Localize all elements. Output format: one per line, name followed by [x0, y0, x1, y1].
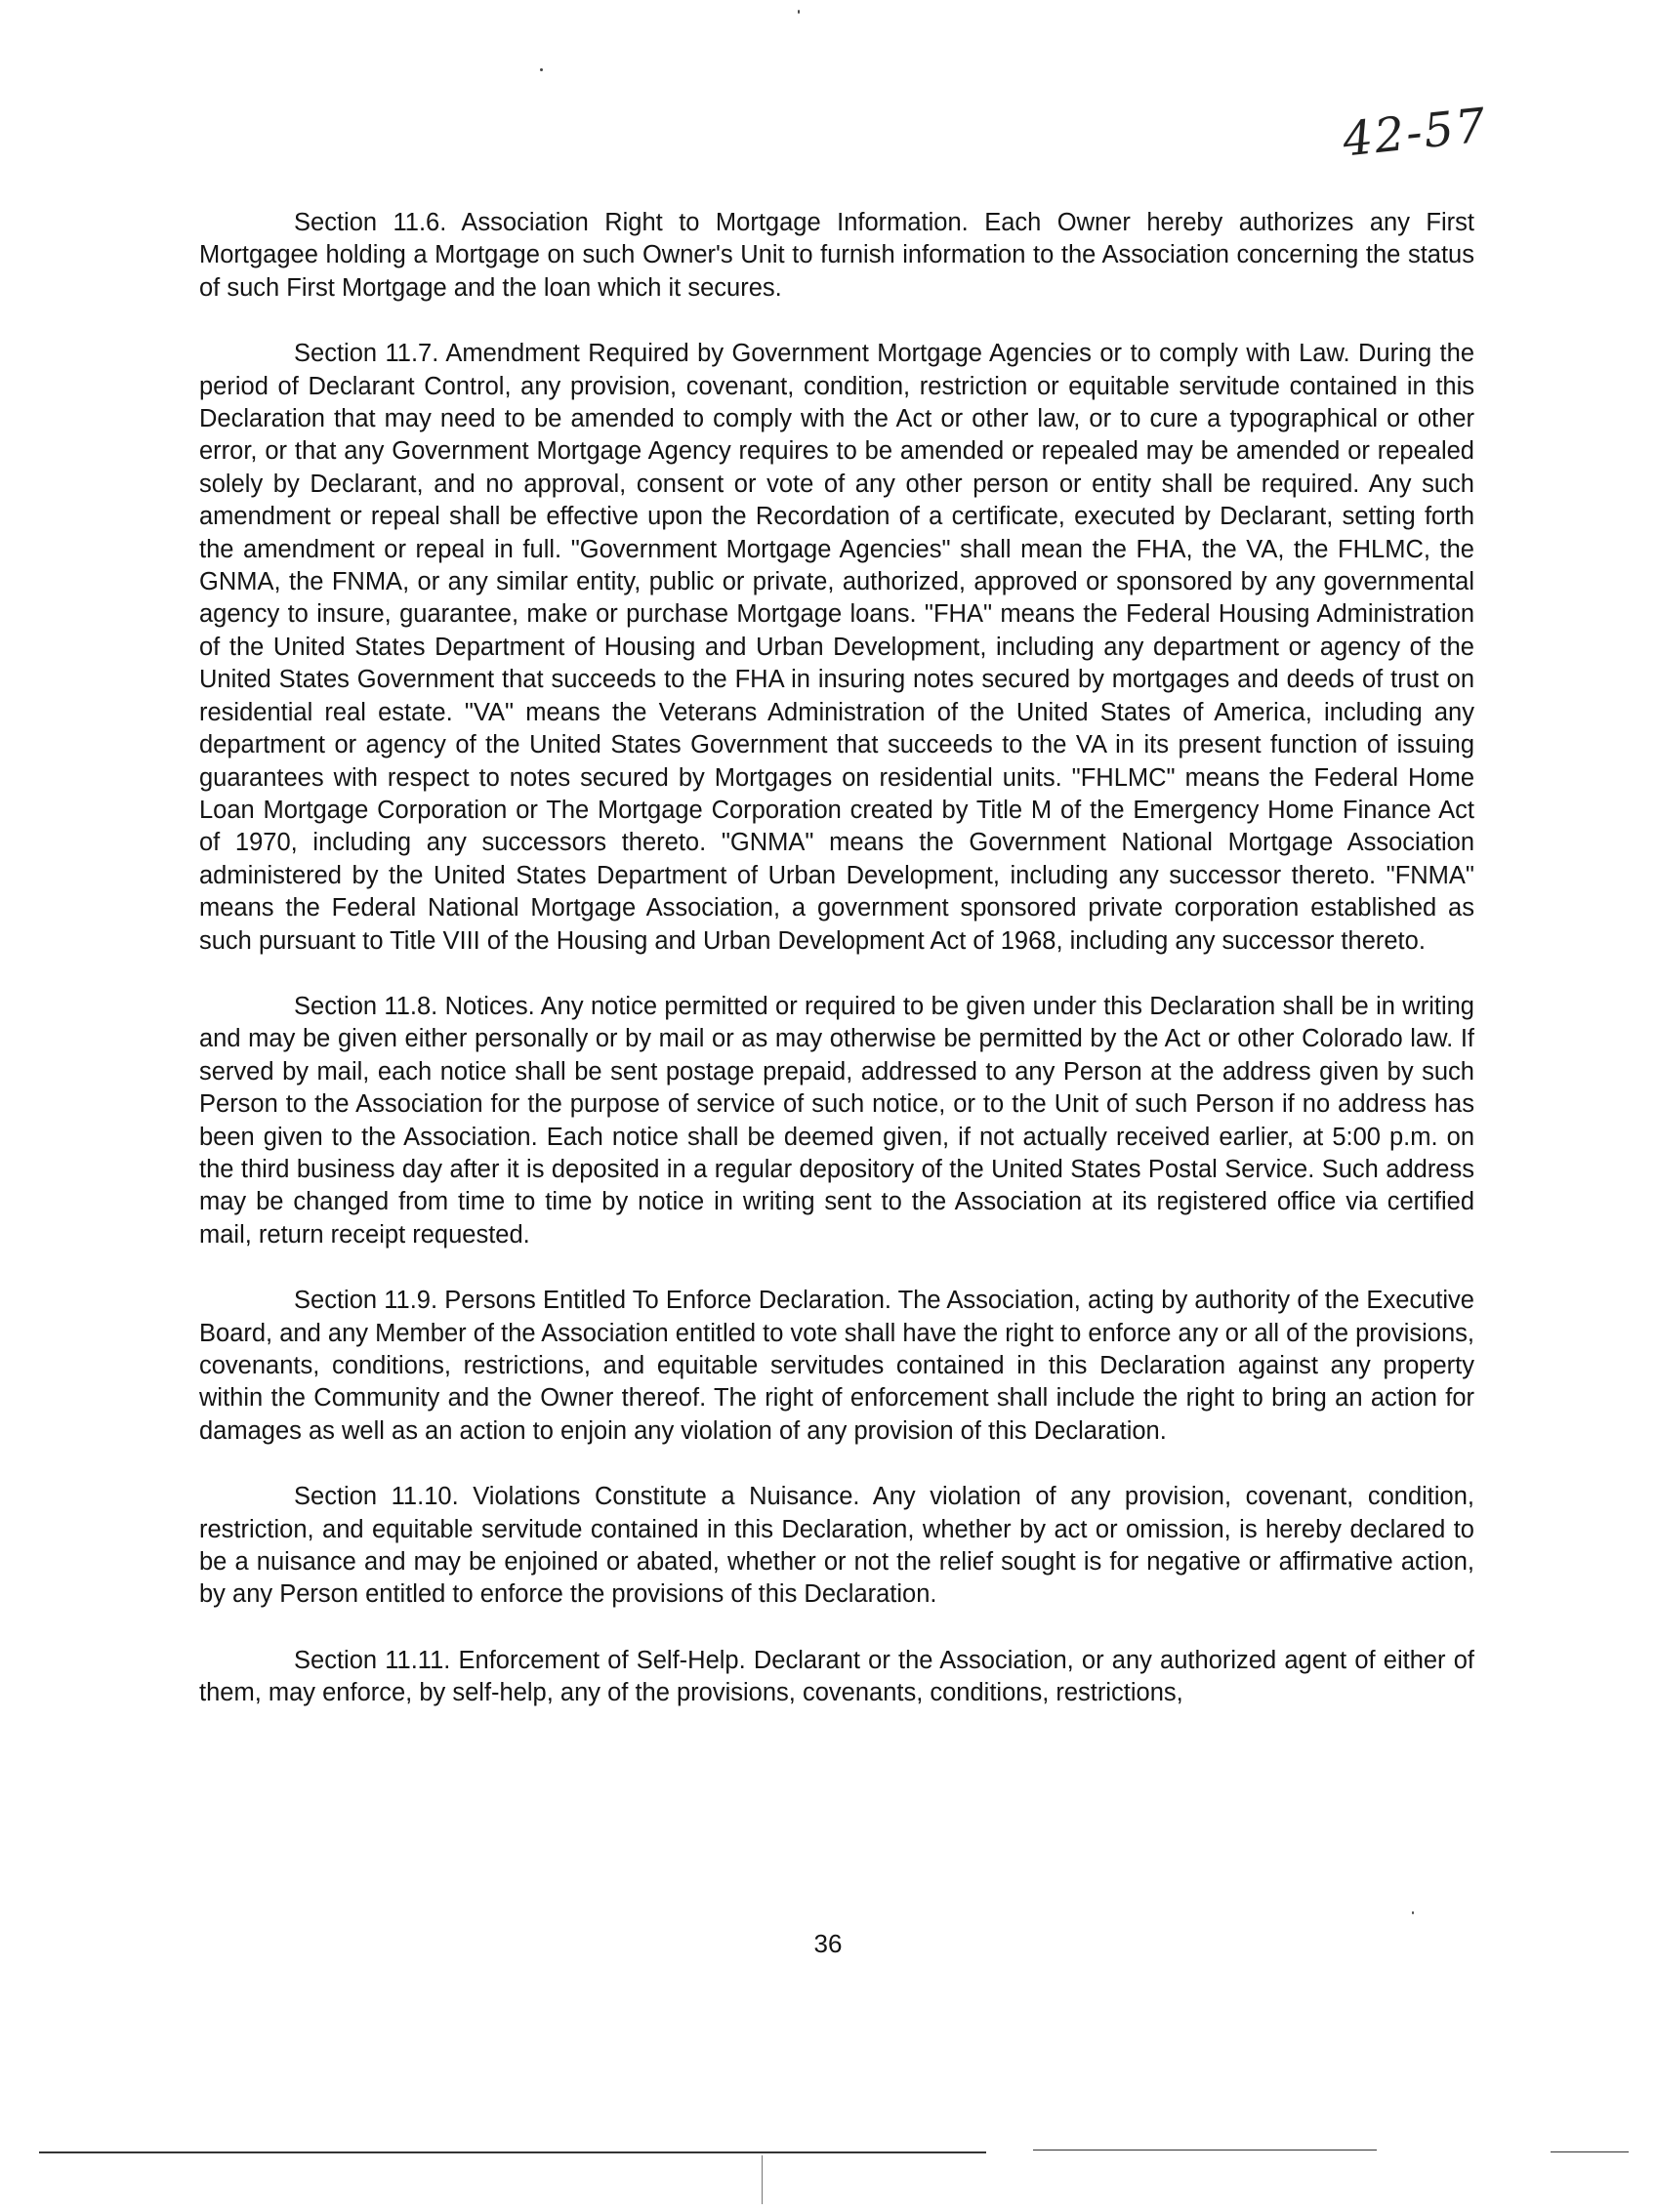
scan-edge-line — [1551, 2151, 1629, 2152]
scan-speck — [540, 68, 543, 71]
section-11-7: Section 11.7. Amendment Required by Government Mortgage Agencies or to comply with Law. During the period of Declarant Control, any provision, covenant, condition, restriction or equitable servitude contained in this Declaration that may need to be amended to comply with the Act or other law, or to cure a typographical or other error, or that any Government Mortgage Agency requires to be amended or repealed may be amended or repealed solely by Declarant, and no approval, consent or vote of any other person or entity shall be required. Any such amendment or repeal shall be effective upon the Recordation of a certificate, executed by Declarant, setting forth the amendment or repeal in full. "Government Mortgage Agencies" shall mean the FHA, the VA, the FHLMC, the GNMA, the FNMA, or any similar entity, public or private, authorized, approved or sponsored by any governmental agency to insure, guarantee, make or purchase Mortgage loans. "FHA" means the Federal Housing Administration of the United States Department of Housing and Urban Development, including any department or agency of the United States Government that succeeds to the FHA in insuring notes secured by mortgages and deeds of trust on residential real estate. "VA" means the Veterans Administration of the United States of America, including any department or agency of the United States Government that succeeds to the VA in its present function of issuing guarantees with respect to notes secured by Mortgages on residential units. "FHLMC" means the Federal Home Loan Mortgage Corporation or The Mortgage Corporation created by Title M of the Emergency Home Finance Act of 1970, including any successors thereto. "GNMA" means the Government National Mortgage Association administered by the United States Department of Urban Development, including any successor thereto. "FNMA" means the Federal National Mortgage Association, a government sponsored private corporation established as such pursuant to Title VIII of the Housing and Urban Development Act of 1968, including any successor thereto. — [199, 340, 1474, 955]
page-number: 36 — [813, 1929, 843, 1958]
section-11-11: Section 11.11. Enforcement of Self-Help. Declarant or the Association, or any authorized agent of either of them, may enforce, by self-help, any of the provisions, covenants, conditions, restrictions, — [199, 1646, 1474, 1707]
scan-fold-mark — [762, 2155, 763, 2204]
section-11-9: Section 11.9. Persons Entitled To Enforce Declaration. The Association, acting by authority of the Executive Board, and any Member of the Association entitled to vote shall have the right to enforce any or all of the provisions, covenants, conditions, restrictions, and equitable servitudes contained in this Declaration against any property within the Community and the Owner thereof. The right of enforcement shall include the right to bring an action for damages as well as an action to enjoin any violation of any provision of this Declaration. — [199, 1287, 1474, 1445]
scan-edge-line — [39, 2151, 986, 2153]
section-11-8: Section 11.8. Notices. Any notice permitted or required to be given under this Declaration shall be in writing and may be given either personally or by mail or as may otherwise be permitted by the Act or other Colorado law. If served by mail, each notice shall be sent postage prepaid, addressed to any Person at the address given by such Person to the Association for the purpose of service of such notice, or to the Unit of such Person if no address has been given to the Association. Each notice shall be deemed given, if not actually received earlier, at 5:00 p.m. on the third business day after it is deposited in a regular depository of the United States Postal Service. Such address may be changed from time to time by notice in writing sent to the Association at its registered office via certified mail, return receipt requested. — [199, 992, 1474, 1249]
scan-speck — [798, 10, 800, 14]
section-11-10: Section 11.10. Violations Constitute a Nuisance. Any violation of any provision, covenant, condition, restriction, and equitable servitude contained in this Declaration, whether by act or omission, is hereby declared to be a nuisance and may be enjoined or abated, whether or not the relief sought is for negative or affirmative action, by any Person entitled to enforce the provisions of this Declaration. — [199, 1483, 1474, 1609]
document-body — [199, 207, 1474, 1743]
scan-speck — [1412, 1911, 1414, 1914]
scan-edge-line — [1033, 2150, 1377, 2151]
section-11-6: Section 11.6. Association Right to Mortgage Information. Each Owner hereby authorizes any First Mortgagee holding a Mortgage on such Owner's Unit to furnish information to the Association concerning the status of such First Mortgage and the loan which it secures. — [199, 209, 1474, 302]
handwritten-page-annotation: 42-57 — [1340, 98, 1490, 168]
